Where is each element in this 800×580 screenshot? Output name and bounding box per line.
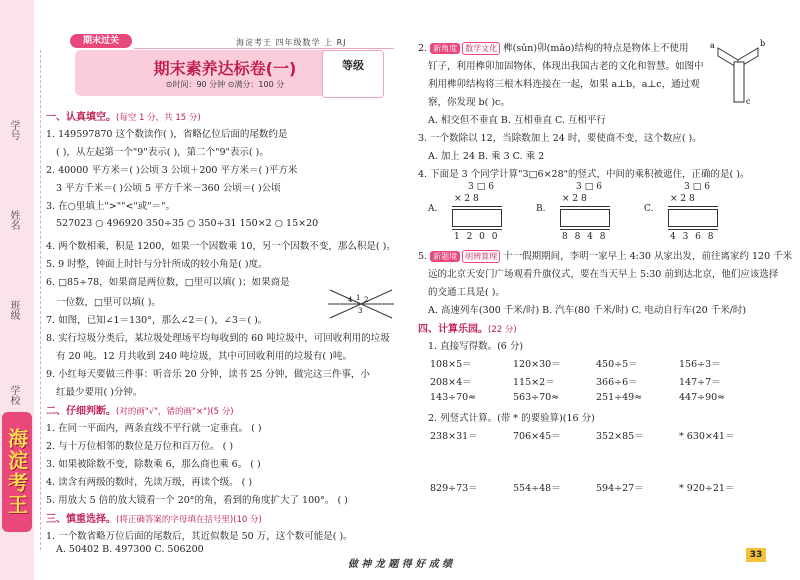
student-number-label: 学号 — [8, 120, 19, 140]
vertical-calc-item: 829÷73＝ — [430, 483, 478, 494]
vertical-option — [644, 182, 744, 244]
school-label: 学校 — [8, 385, 19, 405]
direct-calc-item: 147÷7＝ — [679, 377, 721, 388]
question-line: 4. 下面是 3 个同学计算"3□6×28"的竖式，中间的乘积被遮住，正确的是( )。 — [418, 169, 750, 180]
vertical-calc-item: 706×45＝ — [513, 431, 561, 442]
judge-item: 4. 读含有两级的数时，先读万级，再读个级。 ( ) — [46, 477, 253, 488]
question-line: 一位数，□里可以填( )。 — [56, 297, 161, 308]
judge-item: 2. 与十万位相邻的数位是万位和百万位。 ( ) — [46, 441, 234, 452]
question-line: ( )，从左起第一个"9"表示( )，第二个"9"表示( )。 — [56, 147, 269, 158]
left-margin-strip — [0, 0, 34, 580]
brand-logo: 海淀考王 — [2, 412, 32, 532]
cut-line — [40, 50, 41, 550]
question-line: 6. □85÷78，如果商是两位数，□里可以填( )；如果商是 — [46, 277, 290, 288]
result: 8 8 4 8 — [562, 232, 608, 242]
answer-options: A. 50402 B. 497300 C. 506200 — [56, 544, 204, 555]
section-heading-2: 二、仔细判断。(对的画"√"，错的画"×")(5 分) — [46, 406, 234, 417]
question-line: 钉子，利用榫卯加固物体，体现出我国古老的文化和智慧。如图中 — [428, 61, 704, 72]
page-title: 期末素养达标卷(一) — [153, 59, 297, 78]
question-line: 5. 9 时整，钟面上时针与分针所成的较小角是( )度。 — [46, 259, 268, 270]
question-line: 有 20 吨。12 月共收到 240 吨垃圾，其中可回收利用的垃圾有( )吨。 — [56, 351, 352, 362]
direct-calc-item: 156÷3＝ — [679, 359, 721, 370]
wood-label: c — [746, 97, 751, 106]
section-heading-3: 三、慎重选择。(将正确答案的字母填在括号里)(10 分) — [46, 514, 262, 525]
direct-calc-item: 447÷90≈ — [679, 392, 726, 403]
question-line: 察，你发现 b( )c。 — [428, 97, 510, 108]
answer-options: A. 加上 24 B. 乘 3 C. 乘 2 — [428, 151, 545, 162]
result: 4 3 6 8 — [670, 232, 716, 242]
question-line: 红最少要用( )分钟。 — [56, 387, 143, 398]
vertical-calc-item: * 630×41＝ — [679, 431, 735, 442]
question-line: 4. 两个数相乘，积是 1200，如果一个因数乘 10，另一个因数不变，那么积是( )。 — [46, 241, 396, 252]
vertical-option — [428, 182, 528, 244]
rule-line — [560, 229, 610, 230]
wood-label: a — [710, 41, 715, 50]
direct-calc-item: 208×4＝ — [430, 377, 472, 388]
judge-item: 3. 如果被除数不变，除数乘 6，那么商也乘 6。 ( ) — [46, 459, 261, 470]
vertical-calc-item: 352×85＝ — [596, 431, 644, 442]
multiplier-value: 2 8 — [464, 194, 479, 204]
vertical-calc-item: 554÷48＝ — [513, 483, 561, 494]
section-heading-4: 四、计算乐园。(22 分) — [418, 324, 517, 335]
question-line: 527023 ○ 496920 350÷35 ○ 350÷31 150×2 ○ 15×20 — [56, 218, 319, 229]
rule-line — [452, 206, 502, 207]
direct-calc-item: 251÷49≈ — [596, 392, 643, 403]
wood-label: b — [760, 39, 766, 48]
class-label: 班级 — [8, 300, 19, 320]
multiplier: × 2 8 — [562, 194, 587, 204]
multiplier: × 2 8 — [670, 194, 695, 204]
angle-label: 1 — [356, 294, 361, 302]
rule-line — [668, 229, 718, 230]
book-info: 海淀考王 四年级数学 上 RJ — [236, 38, 347, 47]
rule-line — [560, 206, 610, 207]
section-tab: 期末过关 — [70, 34, 132, 48]
direct-calc-item: 108×5＝ — [430, 359, 472, 370]
direct-calc-item: 450÷5＝ — [596, 359, 638, 370]
multiplier-value: 2 8 — [572, 194, 587, 204]
vertical-calc-item: 238×31＝ — [430, 431, 478, 442]
rule-line — [452, 229, 502, 230]
judge-item: 5. 用放大 5 倍的放大镜看一个 20°的角，看到的角度扩大了 100°。 ( ) — [46, 495, 348, 506]
exam-info: ⊙时间：90 分钟 ⊙满分：100 分 — [165, 80, 285, 89]
question-line: 3. 一个数除以 12，当除数加上 24 时，要使商不变，这个数应( )。 — [418, 133, 702, 144]
multiplicand: 3□6 — [468, 182, 497, 192]
angle-figure — [326, 286, 396, 322]
question-line: 2. 新角度 数学文化 榫(sǔn)卯(mǎo)结构的特点是物体上不使用 — [418, 43, 689, 54]
direct-calc-item: 563÷70≈ — [513, 392, 560, 403]
vertical-option — [536, 182, 636, 244]
rule-line — [668, 206, 718, 207]
grade-box — [322, 50, 384, 98]
multiplier-value: 2 8 — [680, 194, 695, 204]
grade-label: 等级 — [342, 59, 364, 72]
question-line: 2. 列竖式计算。(带 * 的要验算)(16 分) — [428, 413, 595, 424]
angle-label: 4 — [348, 296, 353, 304]
question-line: 的交通工具是( )。 — [428, 287, 505, 298]
multiplicand: 3□6 — [576, 182, 605, 192]
angle-label: 2 — [364, 296, 369, 304]
option-label: A. — [428, 204, 438, 214]
judge-item: 1. 在同一平面内，两条直线不平行就一定垂直。 ( ) — [46, 423, 262, 434]
question-line: 7. 如图，已知∠1＝130°，那么∠2＝( )，∠3＝( )。 — [46, 315, 268, 326]
hidden-product-box — [560, 209, 610, 227]
question-line: 8. 实行垃圾分类后，某垃圾处理场平均每收到的 60 吨垃圾中，可回收利用的垃圾 — [46, 333, 390, 344]
direct-calc-item: 366÷6＝ — [596, 377, 638, 388]
question-line: 1. 直接写得数。(6 分) — [428, 341, 524, 352]
header-divider — [134, 48, 394, 49]
question-line: 9. 小红每天要做三件事：听音乐 20 分钟，读书 25 分钟，做完这三件事，小 — [46, 369, 370, 380]
question-line: 3 平方千米＝( )公顷 5 平方千米－360 公顷＝( )公顷 — [56, 183, 281, 194]
question-line: 1. 一个数省略万位后面的尾数后，其近似数是 50 万，这个数可能是( )。 — [46, 531, 353, 542]
footer-slogan: 做 神 龙 题 得 好 成 绩 — [347, 559, 453, 570]
option-label: B. — [536, 204, 546, 214]
vertical-calc-item: 594÷27＝ — [596, 483, 644, 494]
multiplier: × 2 8 — [454, 194, 479, 204]
answer-options: A. 相交但不垂直 B. 互相垂直 C. 互相平行 — [428, 115, 606, 126]
result: 1 2 0 0 — [454, 232, 500, 242]
vertical-calc-item: * 920÷21＝ — [679, 483, 735, 494]
name-label: 姓名 — [8, 210, 19, 230]
direct-calc-item: 143÷70≈ — [430, 392, 477, 403]
question-line: 2. 40000 平方米＝( )公顷 3 公顷＋200 平方米＝( )平方米 — [46, 165, 298, 176]
angle-label: 3 — [358, 307, 363, 315]
question-line: 3. 在○里填上">""<"或"＝"。 — [46, 201, 176, 212]
hidden-product-box — [668, 209, 718, 227]
question-line: 远的北京天安门广场观看升旗仪式，要在当天早上 5:30 前到达北京，他们应该选择 — [428, 269, 779, 280]
mortise-tenon-figure — [708, 38, 768, 108]
question-line: 1. 149597870 这个数读作( )，省略亿位后面的尾数约是 — [46, 129, 288, 140]
option-label: C. — [644, 204, 654, 214]
question-line: 利用榫卯结构将三根木料连接在一起，如果 a⊥b，a⊥c，通过观 — [428, 79, 700, 90]
question-line: 5. 新题境 明辨算理 十一假期期间，李明一家早上 4:30 从家出发，前往离家约 120 千米 — [418, 251, 793, 262]
multiplicand: 3□6 — [684, 182, 713, 192]
hidden-product-box — [452, 209, 502, 227]
page-number: 33 — [746, 548, 766, 562]
direct-calc-item: 115×2＝ — [513, 377, 555, 388]
direct-calc-item: 120×30＝ — [513, 359, 561, 370]
answer-options: A. 高速列车(300 千米/时) B. 汽车(80 千米/时) C. 电动自行车(20 千米/时) — [428, 305, 747, 316]
section-heading-1: 一、认真填空。(每空 1 分，共 15 分) — [46, 112, 201, 123]
